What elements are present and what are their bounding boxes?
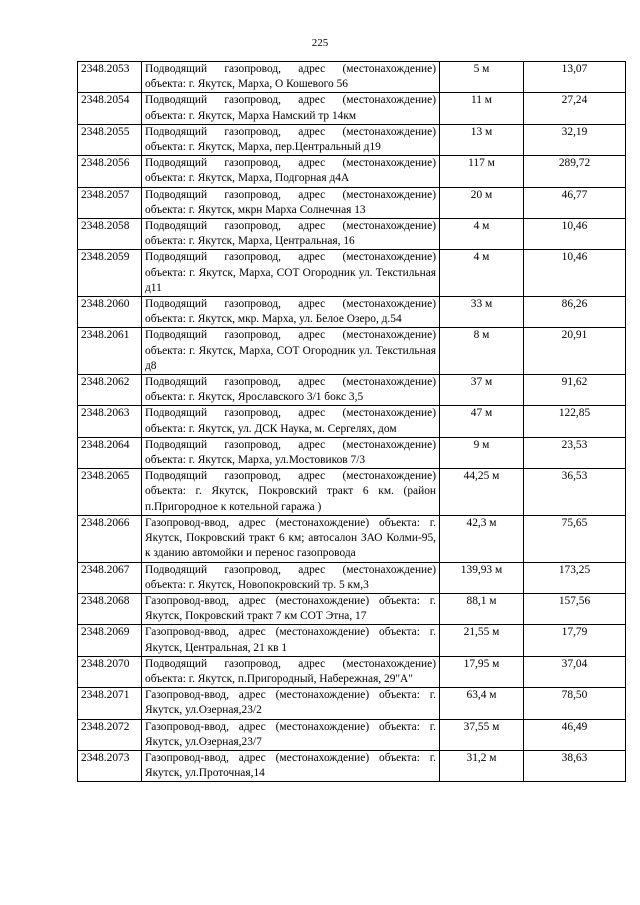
table-row [78,688,626,719]
row-description-cell: Газопровод-ввод, адрес (местонахождение) объекта: г. Якутск, Покровский тракт 6 км; автосалон ЗАО Колми-95, к зданию автомойки и перенос газопровода [142,515,440,562]
row-description-cell: Подводящий газопровод, адрес (местонахождение) объекта: г. Якутск, ул. ДСК Наука, м. Сергелях, дом [142,406,440,437]
row-number-cell: 2348.2054 [78,93,142,124]
row-description-cell: Подводящий газопровод, адрес (местонахождение) объекта: г. Якутск, Марха, О Кошевого 56 [142,62,440,93]
row-value-cell: 17,79 [524,625,626,656]
row-number-cell: 2348.2070 [78,656,142,687]
row-number-cell: 2348.2063 [78,406,142,437]
row-length-cell: 8 м [440,328,524,375]
row-number-cell: 2348.2058 [78,219,142,250]
row-number-cell: 2348.2072 [78,719,142,750]
row-length-cell: 47 м [440,406,524,437]
row-length-cell: 13 м [440,124,524,155]
row-description-cell: Газопровод-ввод, адрес (местонахождение) объекта: г. Якутск, Покровский тракт 7 км СОТ Этна, 17 [142,593,440,624]
row-description-cell: Газопровод-ввод, адрес (местонахождение) объекта: г. Якутск, Центральная, 21 кв 1 [142,625,440,656]
table-row [78,437,626,468]
row-value-cell: 38,63 [524,750,626,781]
table-row [78,124,626,155]
row-length-cell: 11 м [440,93,524,124]
row-length-cell: 9 м [440,437,524,468]
row-length-cell: 63,4 м [440,688,524,719]
row-number-cell: 2348.2066 [78,515,142,562]
table-row [78,187,626,218]
row-description-cell: Газопровод-ввод, адрес (местонахождение) объекта: г. Якутск, ул.Озерная,23/7 [142,719,440,750]
row-number-cell: 2348.2071 [78,688,142,719]
row-description-cell: Подводящий газопровод, адрес (местонахождение) объекта: г. Якутск, Марха, Подгорная д4А [142,156,440,187]
row-description-cell: Подводящий газопровод, адрес (местонахождение) объекта: г. Якутск, Марха, пер.Центральный д19 [142,124,440,155]
table-row [78,469,626,516]
row-description-cell: Подводящий газопровод, адрес (местонахождение) объекта: г. Якутск, Покровский тракт 6 км. (район п.Пригородное к котельной гаража ) [142,469,440,516]
row-number-cell: 2348.2069 [78,625,142,656]
row-number-cell: 2348.2055 [78,124,142,155]
row-description-cell: Подводящий газопровод, адрес (местонахождение) объекта: г. Якутск, Новопокровский тр. 5 км,3 [142,562,440,593]
row-length-cell: 117 м [440,156,524,187]
row-number-cell: 2348.2057 [78,187,142,218]
row-length-cell: 37 м [440,375,524,406]
table-row [78,328,626,375]
row-number-cell: 2348.2065 [78,469,142,516]
row-description-cell: Подводящий газопровод, адрес (местонахождение) объекта: г. Якутск, мкрн Марха Солнечная 13 [142,187,440,218]
row-value-cell: 32,19 [524,124,626,155]
table-row [78,250,626,297]
row-number-cell: 2348.2062 [78,375,142,406]
row-length-cell: 88,1 м [440,593,524,624]
row-value-cell: 157,56 [524,593,626,624]
row-value-cell: 86,26 [524,297,626,328]
table-row [78,219,626,250]
row-value-cell: 20,91 [524,328,626,375]
table-row [78,719,626,750]
row-value-cell: 122,85 [524,406,626,437]
row-description-cell: Газопровод-ввод, адрес (местонахождение) объекта: г. Якутск, ул.Озерная,23/2 [142,688,440,719]
table-row [78,406,626,437]
row-value-cell: 27,24 [524,93,626,124]
row-length-cell: 42,3 м [440,515,524,562]
table-row [78,562,626,593]
row-length-cell: 31,2 м [440,750,524,781]
row-value-cell: 46,77 [524,187,626,218]
row-description-cell: Подводящий газопровод, адрес (местонахождение) объекта: г. Якутск, Марха, СОТ Огородник ул. Текстильная д11 [142,250,440,297]
row-number-cell: 2348.2064 [78,437,142,468]
registry-table [77,61,626,782]
table-row [78,156,626,187]
row-description-cell: Подводящий газопровод, адрес (местонахождение) объекта: г. Якутск, Марха Намский тр 14км [142,93,440,124]
row-number-cell: 2348.2059 [78,250,142,297]
row-description-cell: Подводящий газопровод, адрес (местонахождение) объекта: г. Якутск, п.Пригородный, Набережная, 29"А" [142,656,440,687]
row-value-cell: 289,72 [524,156,626,187]
row-length-cell: 139,93 м [440,562,524,593]
row-length-cell: 21,55 м [440,625,524,656]
row-length-cell: 20 м [440,187,524,218]
row-description-cell: Подводящий газопровод, адрес (местонахождение) объекта: г. Якутск, мкр. Марха, ул. Белое Озеро, д.54 [142,297,440,328]
row-description-cell: Подводящий газопровод, адрес (местонахождение) объекта: г. Якутск, Марха, ул.Мостовиков 7/3 [142,437,440,468]
row-value-cell: 46,49 [524,719,626,750]
row-value-cell: 75,65 [524,515,626,562]
row-value-cell: 36,53 [524,469,626,516]
row-value-cell: 23,53 [524,437,626,468]
row-length-cell: 4 м [440,219,524,250]
row-length-cell: 33 м [440,297,524,328]
row-length-cell: 5 м [440,62,524,93]
registry-table-body [78,62,626,782]
row-value-cell: 37,04 [524,656,626,687]
row-value-cell: 78,50 [524,688,626,719]
table-row [78,593,626,624]
row-value-cell: 10,46 [524,219,626,250]
row-length-cell: 17,95 м [440,656,524,687]
row-number-cell: 2348.2073 [78,750,142,781]
table-row [78,375,626,406]
table-row [78,515,626,562]
row-number-cell: 2348.2056 [78,156,142,187]
row-value-cell: 13,07 [524,62,626,93]
row-number-cell: 2348.2067 [78,562,142,593]
table-row [78,297,626,328]
row-number-cell: 2348.2060 [78,297,142,328]
row-description-cell: Подводящий газопровод, адрес (местонахождение) объекта: г. Якутск, Марха, Центральная, 16 [142,219,440,250]
row-value-cell: 173,25 [524,562,626,593]
row-value-cell: 91,62 [524,375,626,406]
table-row [78,750,626,781]
table-row [78,62,626,93]
row-number-cell: 2348.2068 [78,593,142,624]
row-description-cell: Газопровод-ввод, адрес (местонахождение) объекта: г. Якутск, ул.Проточная,14 [142,750,440,781]
row-length-cell: 44,25 м [440,469,524,516]
row-description-cell: Подводящий газопровод, адрес (местонахождение) объекта: г. Якутск, Ярославского 3/1 бокс 3,5 [142,375,440,406]
table-row [78,93,626,124]
row-number-cell: 2348.2053 [78,62,142,93]
table-row [78,656,626,687]
row-length-cell: 37,55 м [440,719,524,750]
page-number: 225 [311,37,329,49]
table-row [78,625,626,656]
row-description-cell: Подводящий газопровод, адрес (местонахождение) объекта: г. Якутск, Марха, СОТ Огородник ул. Текстильная д8 [142,328,440,375]
row-value-cell: 10,46 [524,250,626,297]
row-number-cell: 2348.2061 [78,328,142,375]
row-length-cell: 4 м [440,250,524,297]
